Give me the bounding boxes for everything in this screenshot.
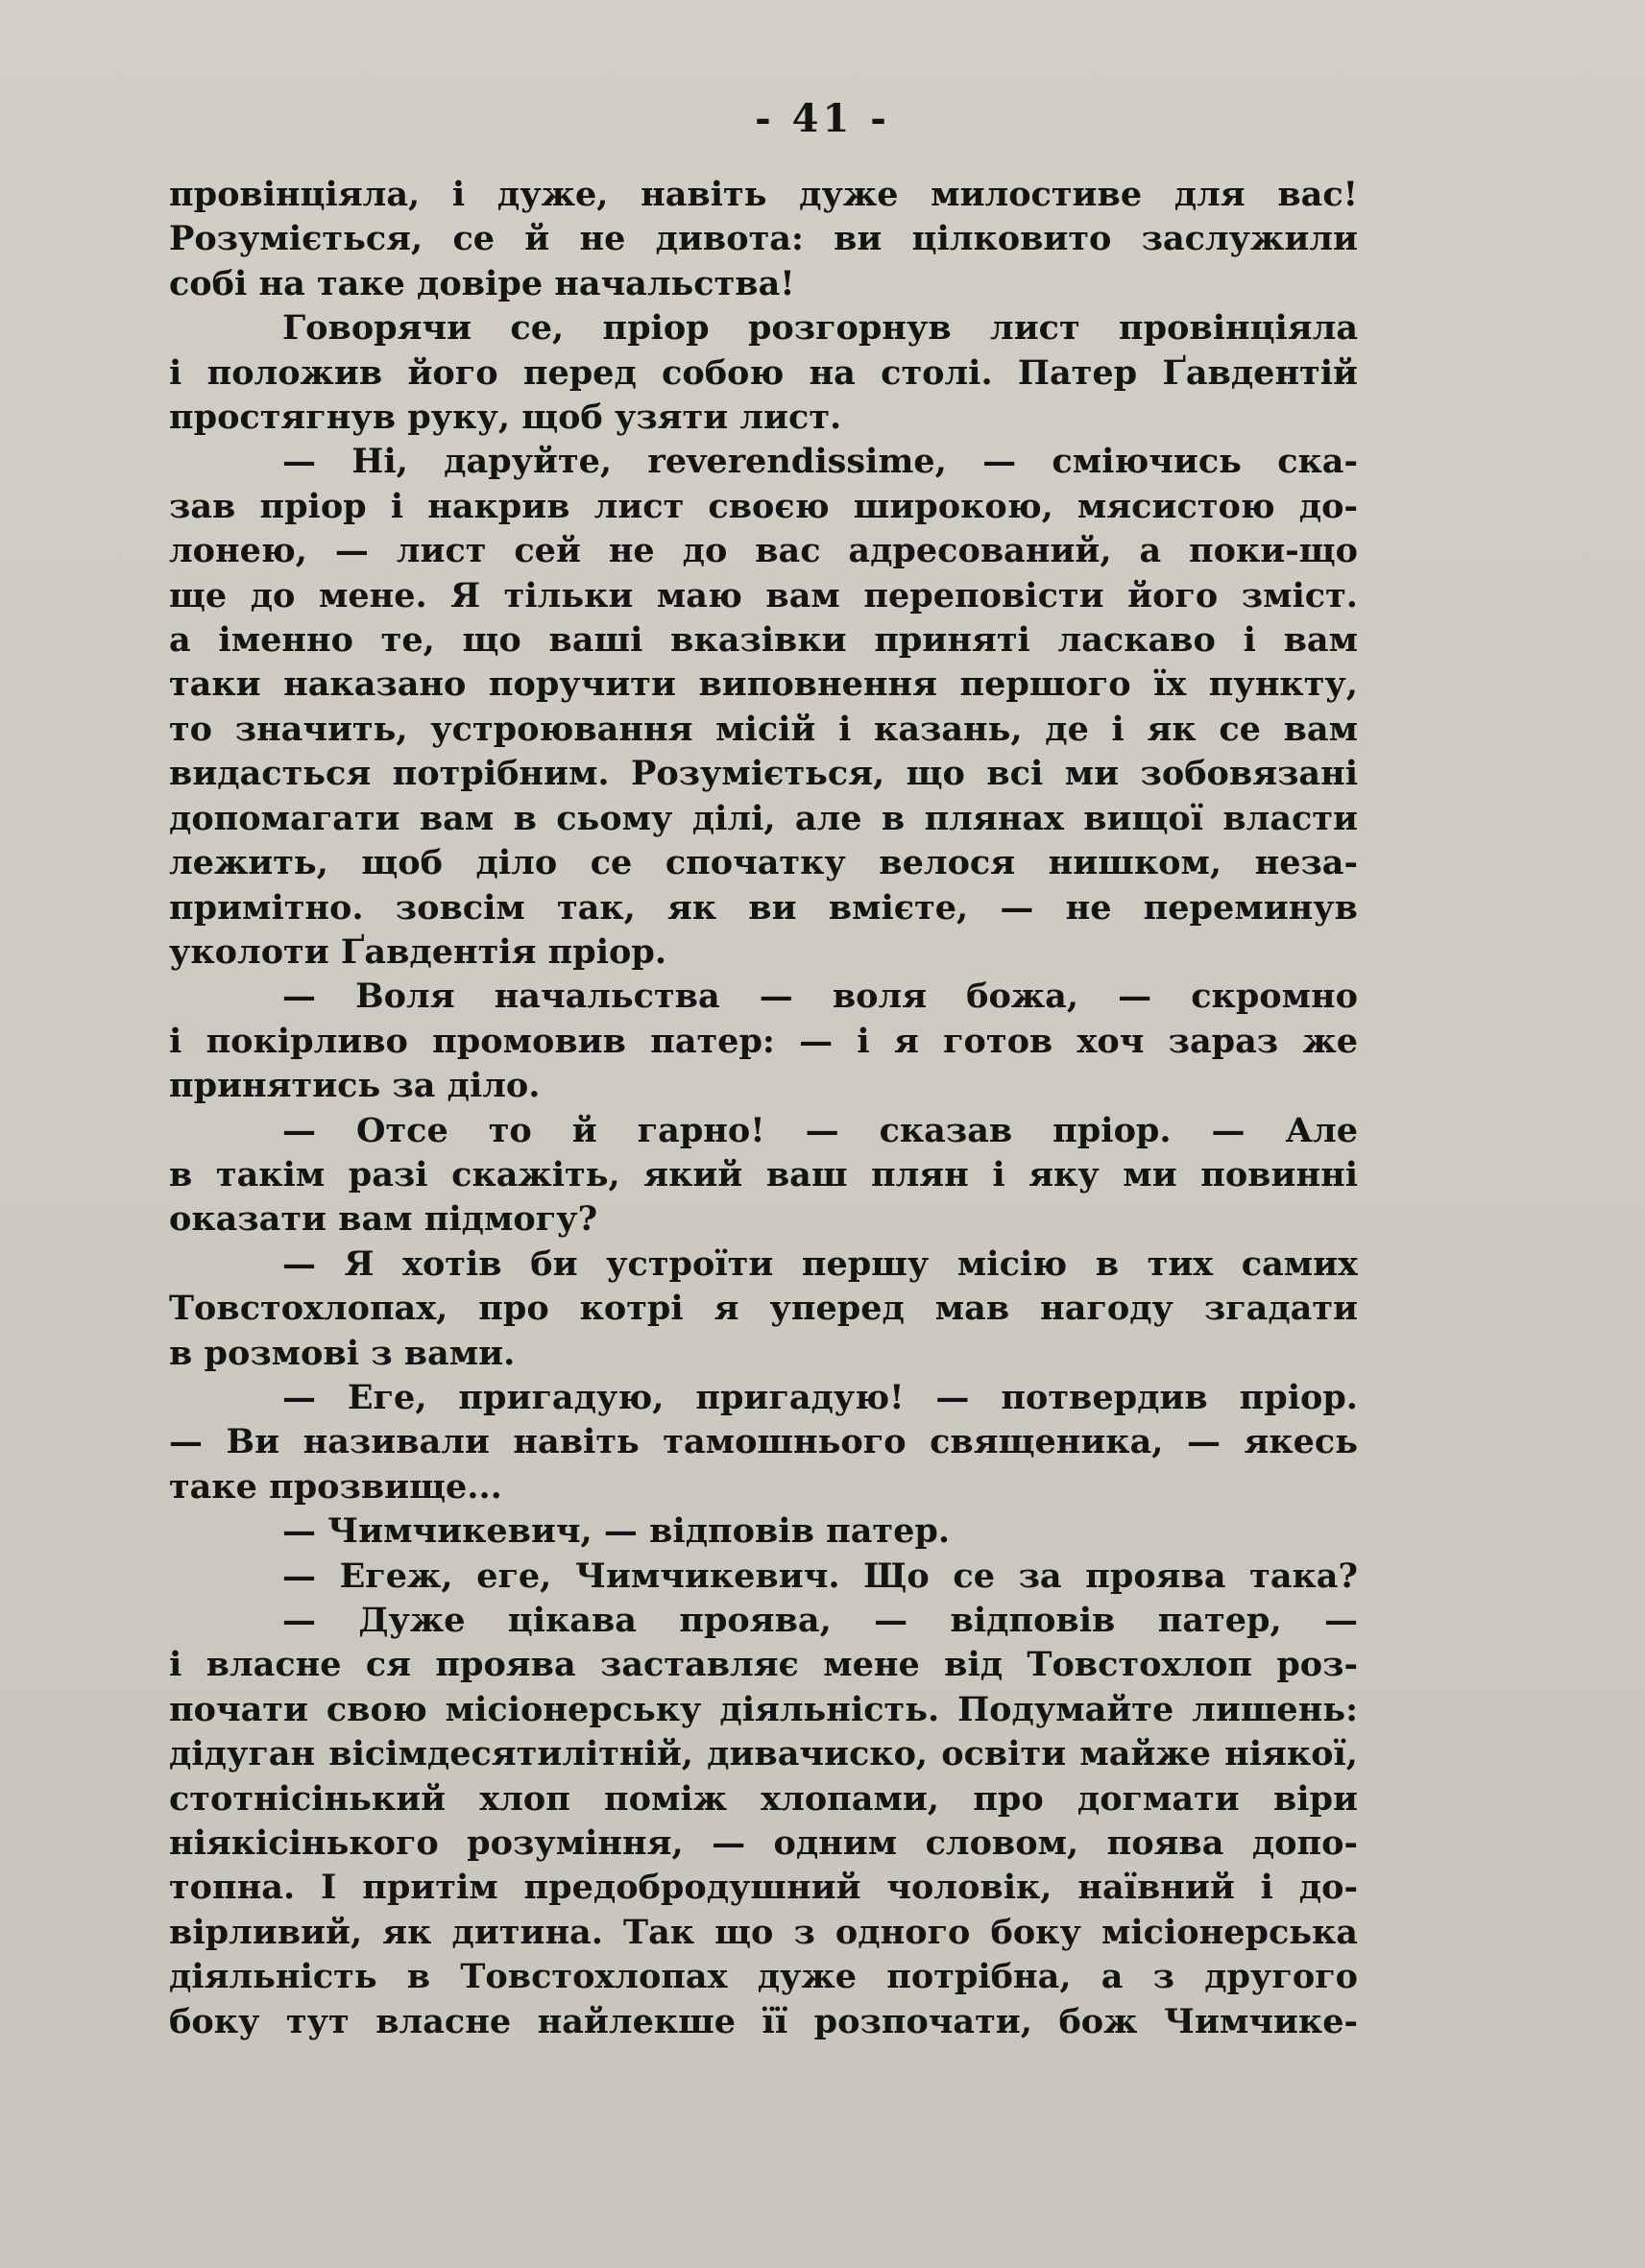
- text-line: почати свою місіонерську діяльність. Подумайте лишень:: [169, 1689, 1358, 1729]
- text-line: — Отсе то й гарно! — сказав пріор. — Але: [282, 1110, 1358, 1150]
- text-line: допомагати вам в сьому ділі, але в плянах вищої власти: [169, 798, 1358, 838]
- page-number: - 41 -: [755, 96, 890, 141]
- text-line: оказати вам підмогу?: [169, 1199, 598, 1240]
- text-line: провінціяла, і дуже, навіть дуже милостиве для вас!: [169, 175, 1358, 214]
- text-line: топна. І притім предобродушний чоловік, наївний і до-: [169, 1868, 1358, 1908]
- text-line: і власне ся проява заставляє мене від Товстохлоп роз-: [169, 1645, 1358, 1685]
- text-line: — Егеж, еге, Чимчикевич. Що се за проява така?: [282, 1556, 1358, 1596]
- text-line: діяльність в Товстохлопах дуже потрібна, а з другого: [169, 1957, 1358, 1997]
- text-line: Говорячи се, пріор розгорнув лист провінціяла: [282, 308, 1358, 349]
- text-line: принятись за діло.: [169, 1066, 541, 1106]
- text-line: таке прозвище...: [169, 1466, 502, 1507]
- text-line: Товстохлопах, про котрі я уперед мав нагоду згадати: [169, 1289, 1358, 1329]
- text-line: зав пріор і накрив лист своєю широкою, мясистою до-: [169, 486, 1358, 526]
- text-line: боку тут власне найлекше її розпочати, бож Чимчике-: [169, 2001, 1358, 2041]
- text-line: — Еге, пригадую, пригадую! — потвердив пріор.: [282, 1377, 1358, 1417]
- text-line: Розуміється, се й не дивота: ви цілковито заслужили: [169, 219, 1358, 259]
- text-line: в розмові з вами.: [169, 1333, 516, 1373]
- text-line: примітно. зовсім так, як ви вмієте, — не переминув: [169, 887, 1358, 928]
- text-line: ніякісінького розуміння, — одним словом, поява допо-: [169, 1823, 1358, 1864]
- text-line: а іменно те, що ваші вказівки приняті ласкаво і вам: [169, 620, 1358, 661]
- text-line: простягнув руку, щоб узяти лист.: [169, 398, 842, 438]
- text-line: — Воля начальства — воля божа, — скромно: [282, 977, 1358, 1017]
- text-line: уколоти Ґавдентія пріор.: [169, 931, 667, 972]
- text-line: — Я хотів би устроїти першу місію в тих самих: [282, 1243, 1358, 1284]
- text-line: ще до мене. Я тільки маю вам переповісти його зміст.: [169, 575, 1358, 615]
- text-line: то значить, устроювання місій і казань, де і як се вам: [169, 709, 1358, 749]
- text-line: вірливий, як дитина. Так що з одного боку місіонерська: [169, 1912, 1358, 1952]
- body-text: [169, 173, 1358, 2044]
- text-line: і положив його перед собою на столі. Патер Ґавдентій: [169, 352, 1358, 393]
- text-line: лежить, щоб діло се спочатку велося нишком, неза-: [169, 843, 1358, 883]
- text-line: собі на таке довіре начальства!: [169, 263, 795, 303]
- text-line: — Чимчикевич, — відповів патер.: [282, 1511, 951, 1552]
- text-line: таки наказано поручити виповнення першого їх пункту,: [169, 664, 1358, 705]
- text-line: лонею, — лист сей не до вас адресований, а поки-що: [169, 531, 1358, 571]
- text-line: і покірливо промовив патер: — і я готов хоч зараз же: [169, 1021, 1358, 1061]
- text-line: видасться потрібним. Розуміється, що всі ми зобовязані: [169, 754, 1358, 794]
- text-line: — Дуже цікава проява, — відповів патер, —: [282, 1601, 1358, 1640]
- text-line: — Ви називали навіть тамошнього священика, — якесь: [169, 1422, 1358, 1462]
- text-line: — Ні, даруйте, reverendissime, — сміючись ска-: [282, 442, 1358, 482]
- text-line: стотнісінький хлоп поміж хлопами, про догмати віри: [169, 1778, 1358, 1819]
- text-line: в такім разі скажіть, який ваш плян і яку ми повинні: [169, 1154, 1358, 1194]
- text-line: дідуган вісімдесятилітній, дивачиско, освіти майже ніякої,: [169, 1734, 1358, 1774]
